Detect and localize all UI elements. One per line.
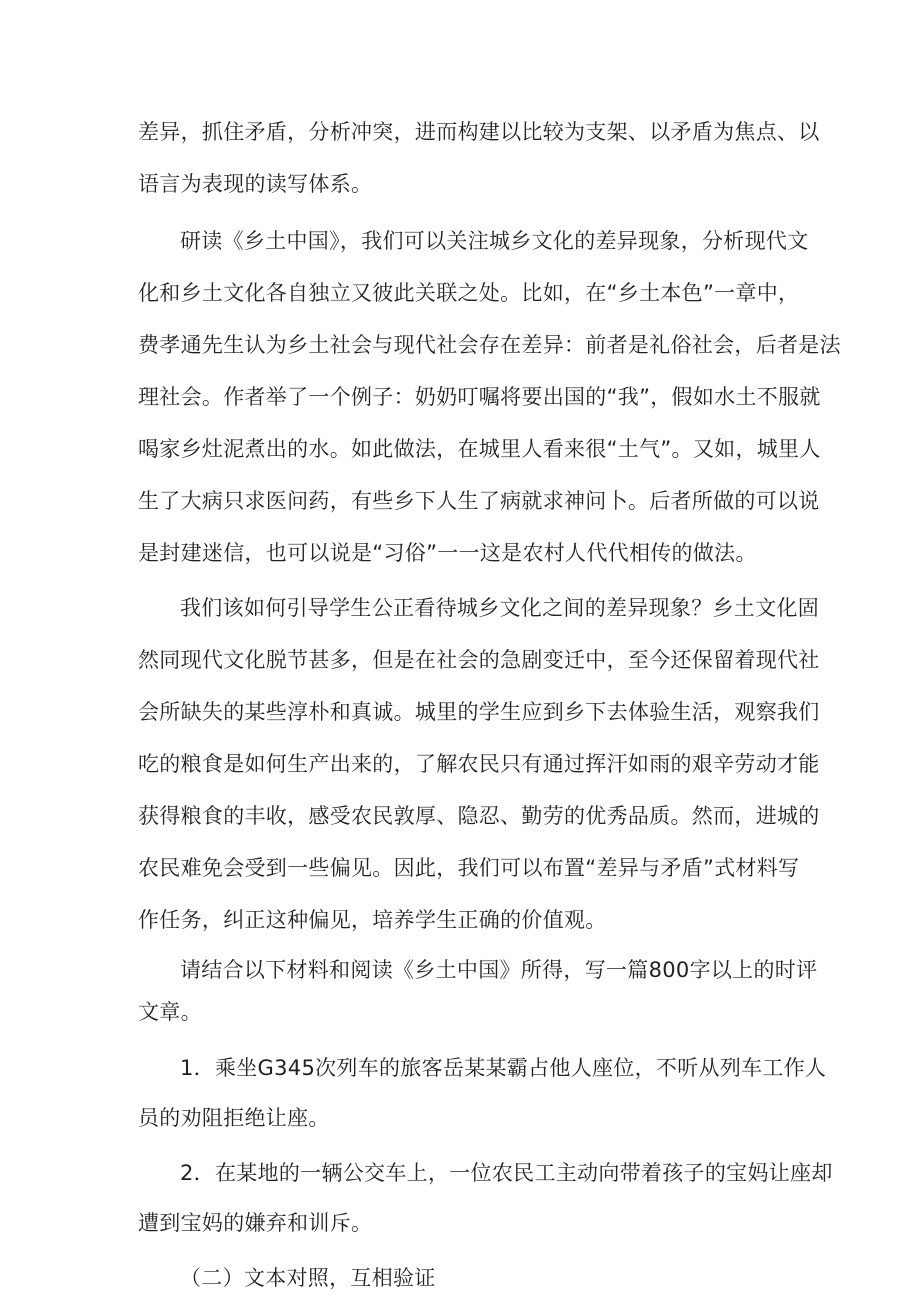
paragraph-start-line: 我们该如何引导学生公正看待城乡文化之间的差异现象？乡土文化固 [180, 596, 819, 620]
text-line: 获得粮食的丰收，感受农民敦厚、隐忍、勤劳的优秀品质。然而，进城的 [138, 804, 820, 828]
text-line: 喝家乡灶泥煮出的水。如此做法，在城里人看来很“土气”。又如，城里人 [138, 437, 821, 461]
text-line: 员的劝阻拒绝让座。 [138, 1106, 330, 1130]
text-line: 生了大病只求医问药，有些乡下人生了病就求神问卜。后者所做的可以说 [138, 489, 820, 513]
text-line: 遭到宝妈的嫌弃和训斥。 [138, 1211, 373, 1235]
text-line: 吃的粮食是如何生产出来的，了解农民只有通过挥汗如雨的艰辛劳动才能 [138, 752, 820, 776]
list-item-2-line: 2．在某地的一辆公交车上，一位农民工主动向带着孩子的宝妈让座却 [180, 1161, 833, 1185]
paragraph-start-line: 研读《乡土中国》，我们可以关注城乡文化的差异现象，分析现代文 [180, 229, 809, 253]
text-line: 作任务，纠正这种偏见，培养学生正确的价值观。 [138, 908, 607, 932]
text-line: 化和乡土文化各自独立又彼此关联之处。比如，在“乡土本色”一章中， [138, 281, 800, 305]
text-line: 是封建迷信，也可以说是“习俗”一一这是农村人代代相传的做法。 [138, 541, 757, 565]
text-line: 语言为表现的读写体系。 [138, 172, 373, 196]
list-item-1-line: 1．乘坐G345次列车的旅客岳某某霸占他人座位，不听从列车工作人 [180, 1056, 827, 1080]
text-line: 文章。 [138, 1000, 202, 1024]
text-line: 农民难免会受到一些偏见。因此，我们可以布置“差异与矛盾”式材料写 [138, 856, 800, 880]
text-line: 理社会。作者举了一个例子：奶奶叮嘱将要出国的“我”，假如水土不服就 [138, 385, 821, 409]
text-line: 费孝通先生认为乡土社会与现代社会存在差异：前者是礼俗社会，后者是法 [138, 333, 841, 357]
paragraph-start-line: 请结合以下材料和阅读《乡土中国》所得，写一篇800字以上的时评 [180, 958, 818, 982]
text-line: 差异，抓住矛盾，分析冲突，进而构建以比较为支架、以矛盾为焦点、以 [138, 120, 820, 144]
text-line: 然同现代文化脱节甚多，但是在社会的急剧变迁中，至今还保留着现代社 [138, 648, 820, 672]
section-heading: （二）文本对照，互相验证 [180, 1266, 436, 1290]
text-line: 会所缺失的某些淳朴和真诚。城里的学生应到乡下去体验生活，观察我们 [138, 700, 820, 724]
